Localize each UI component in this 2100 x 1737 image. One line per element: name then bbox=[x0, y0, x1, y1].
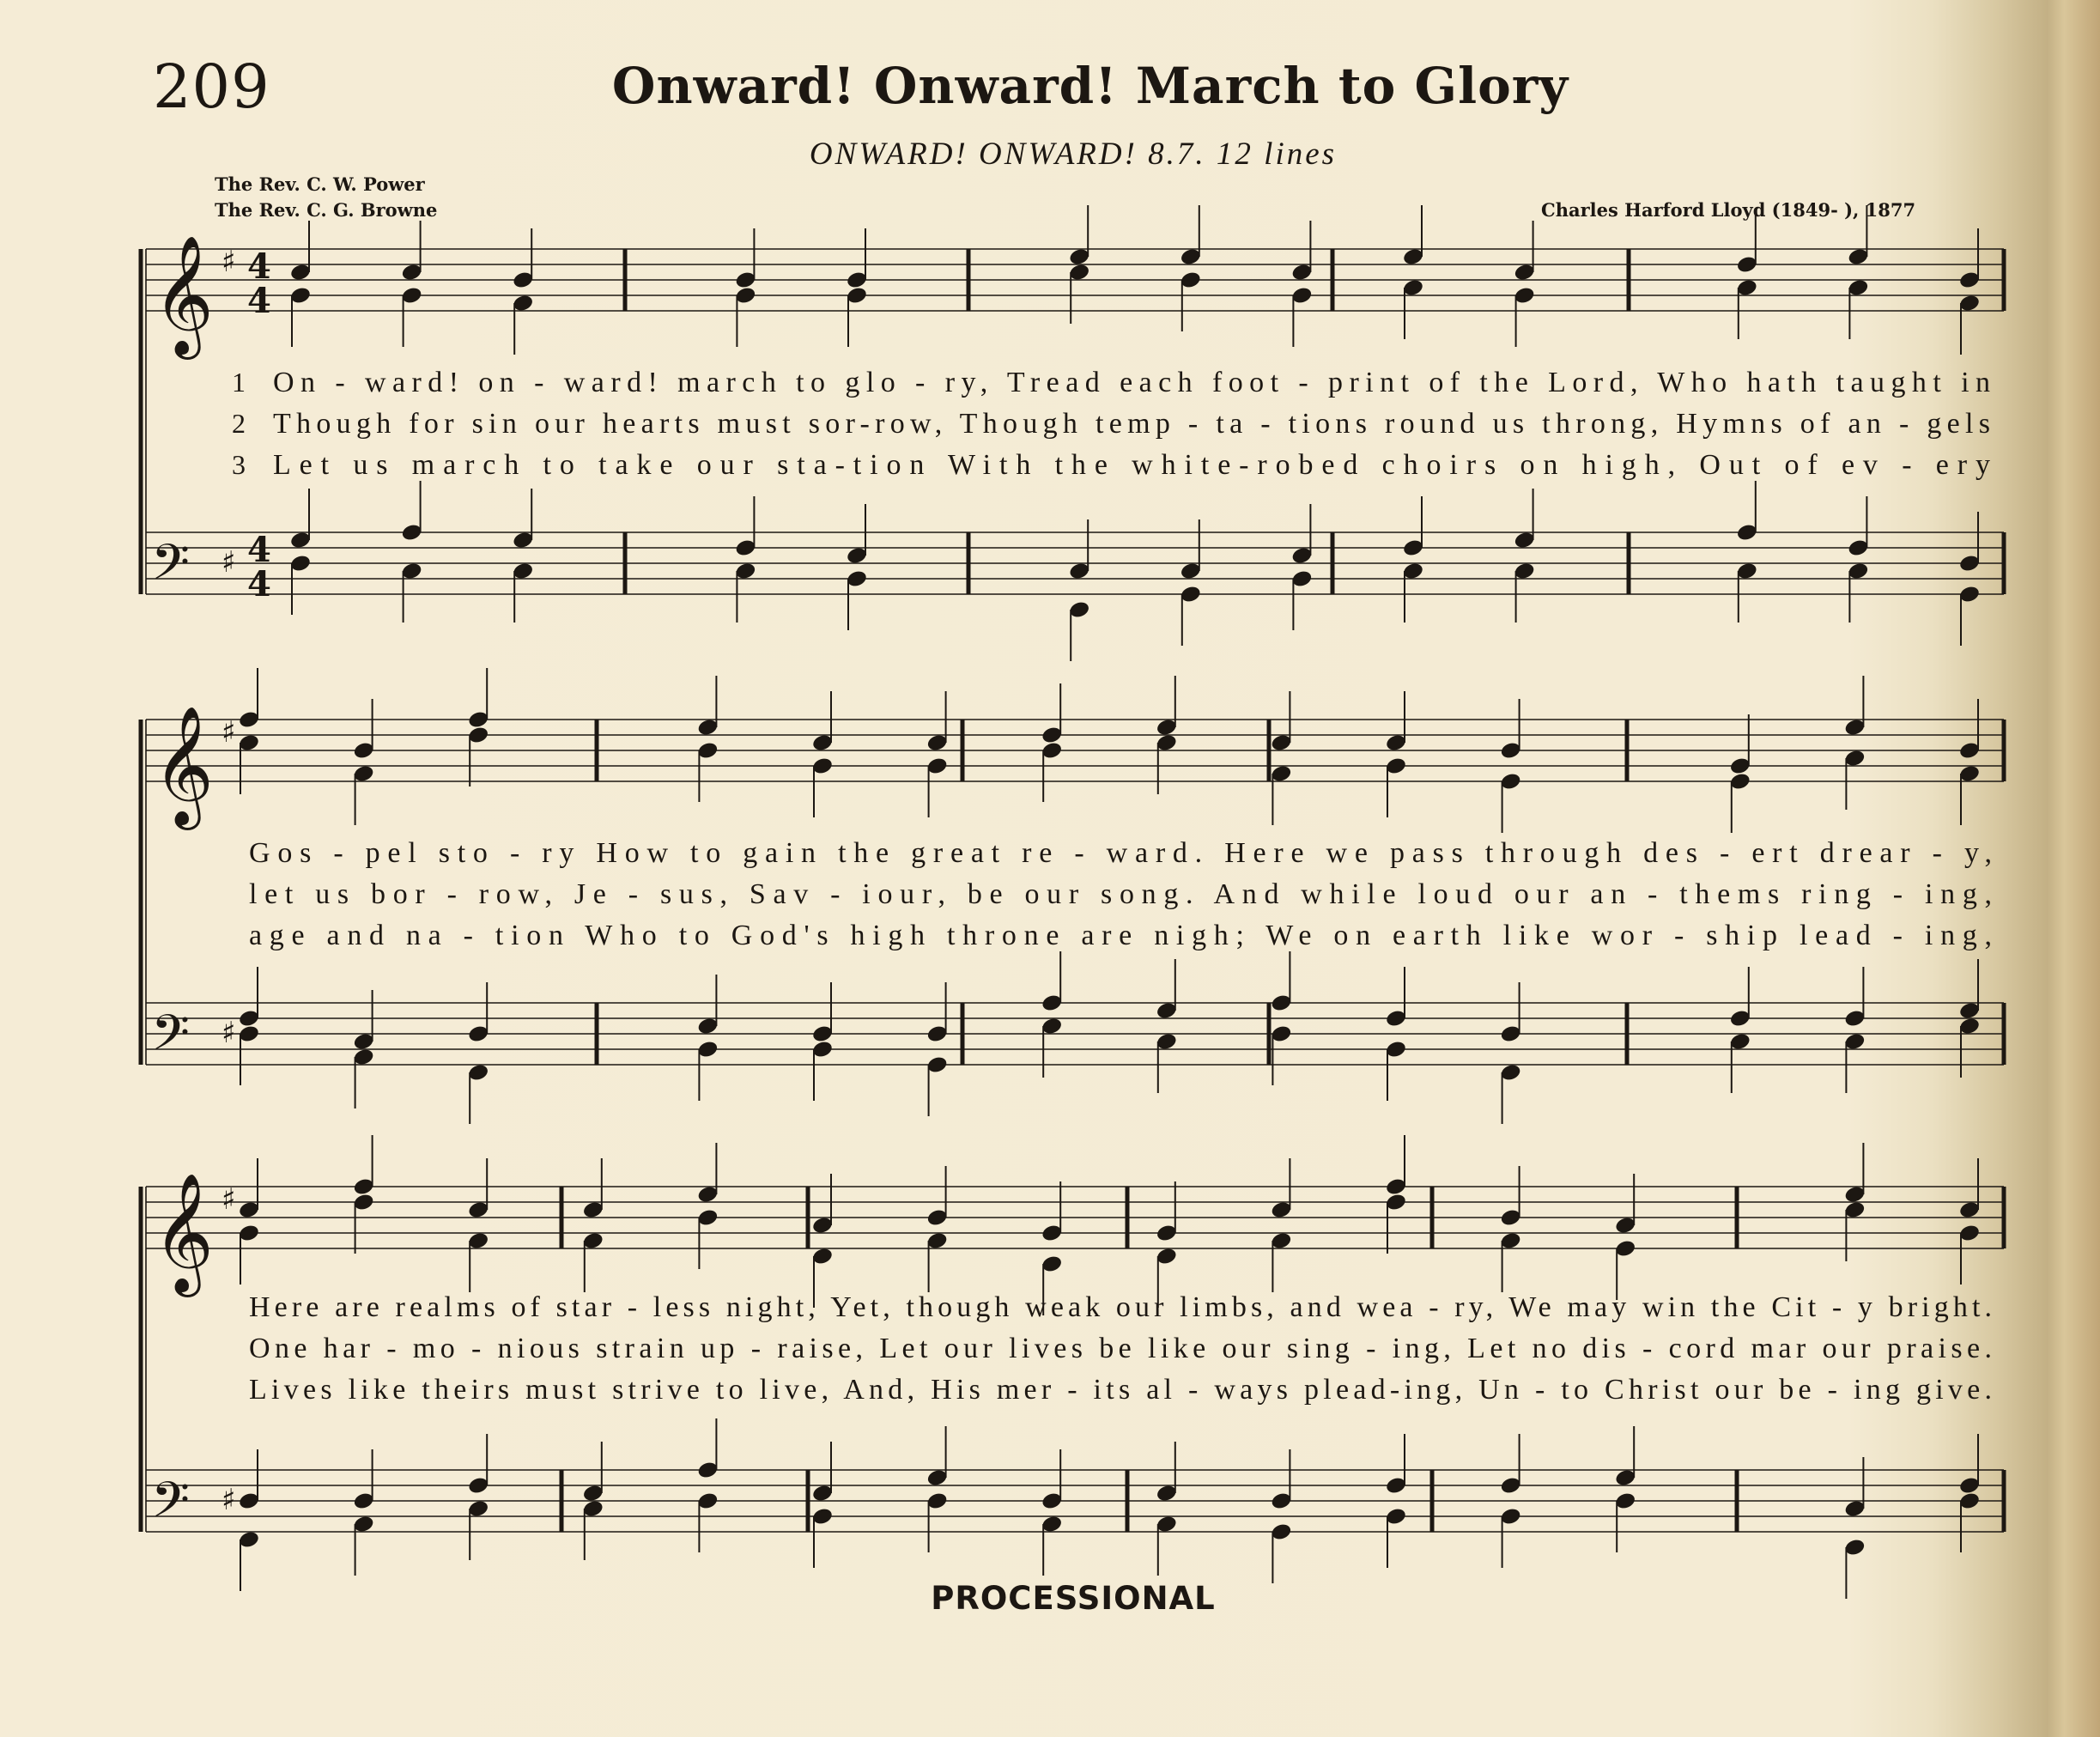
sharp-icon: ♯ bbox=[222, 1016, 236, 1050]
sharp-icon: ♯ bbox=[222, 715, 236, 750]
treble-clef-icon: 𝄞 bbox=[153, 706, 214, 825]
time-signature-bottom: 4 bbox=[247, 281, 271, 321]
verse-number: 3 bbox=[232, 449, 246, 480]
time-signature-bottom: 4 bbox=[247, 564, 271, 604]
bass-clef-icon: 𝄢 bbox=[151, 533, 191, 604]
lyric-line: On - ward! on - ward! march to glo - ry, Tread each foot - print of the Lord, Who hath taught in bbox=[273, 367, 1991, 398]
composer-credit: Charles Harford Lloyd (1849- ), 1877 bbox=[1541, 199, 1916, 221]
lyric-line: let us bor - row, Je - sus, Sav - iour, be our song. And while loud our an - thems ring - ing, bbox=[249, 878, 1993, 910]
lyric-line: One har - mo - nious strain up - raise, Let our lives be like our sing - ing, Let no dis - cord mar our praise. bbox=[249, 1333, 1993, 1364]
sharp-icon: ♯ bbox=[222, 1182, 236, 1217]
author-credit-1: The Rev. C. W. Power bbox=[215, 173, 425, 195]
lyric-line: Though for sin our hearts must sor-row, Though temp - ta - tions round us throng, Hymns of an - gels bbox=[273, 408, 1990, 440]
footer-caption: PROCESSIONAL bbox=[931, 1580, 1216, 1617]
lyric-line: Lives like theirs must strive to live, And, His mer - its al - ways plead-ing, Un - to Christ our be - ing give. bbox=[249, 1374, 1993, 1406]
system-2 bbox=[141, 668, 2004, 1124]
treble-clef-icon: 𝄞 bbox=[153, 235, 214, 355]
treble-clef-icon: 𝄞 bbox=[153, 1173, 214, 1292]
hymn-number: 209 bbox=[153, 52, 270, 122]
author-credit-2: The Rev. C. G. Browne bbox=[215, 199, 438, 221]
time-signature-top: 4 bbox=[247, 530, 271, 570]
sharp-icon: ♯ bbox=[222, 1483, 236, 1517]
verse-number: 1 bbox=[232, 367, 246, 398]
time-signature-top: 4 bbox=[247, 246, 271, 287]
sharp-icon: ♯ bbox=[222, 545, 236, 580]
system-3 bbox=[141, 1135, 2004, 1599]
bass-clef-icon: 𝄢 bbox=[151, 1004, 191, 1074]
system-1 bbox=[141, 205, 2004, 661]
lyric-line: age and na - tion Who to God's high throne are nigh; We on earth like wor - ship lead - ing, bbox=[249, 920, 1993, 951]
tune-name-meter: ONWARD! ONWARD! 8.7. 12 lines bbox=[809, 137, 1338, 172]
sharp-icon: ♯ bbox=[222, 245, 236, 279]
bass-clef-icon: 𝄢 bbox=[151, 1471, 191, 1541]
lyric-line: Let us march to take our sta-tion With the white-robed choirs on high, Out of ev - ery bbox=[273, 449, 1991, 481]
verse-number: 2 bbox=[232, 408, 246, 439]
lyric-line: Here are realms of star - less night, Yet, though weak our limbs, and wea - ry, We may win the Cit - y bright. bbox=[249, 1291, 1992, 1323]
lyric-line: Gos - pel sto - ry How to gain the great re - ward. Here we pass through des - ert drear - y, bbox=[249, 837, 1993, 869]
hymn-title: Onward! Onward! March to Glory bbox=[611, 57, 1569, 115]
